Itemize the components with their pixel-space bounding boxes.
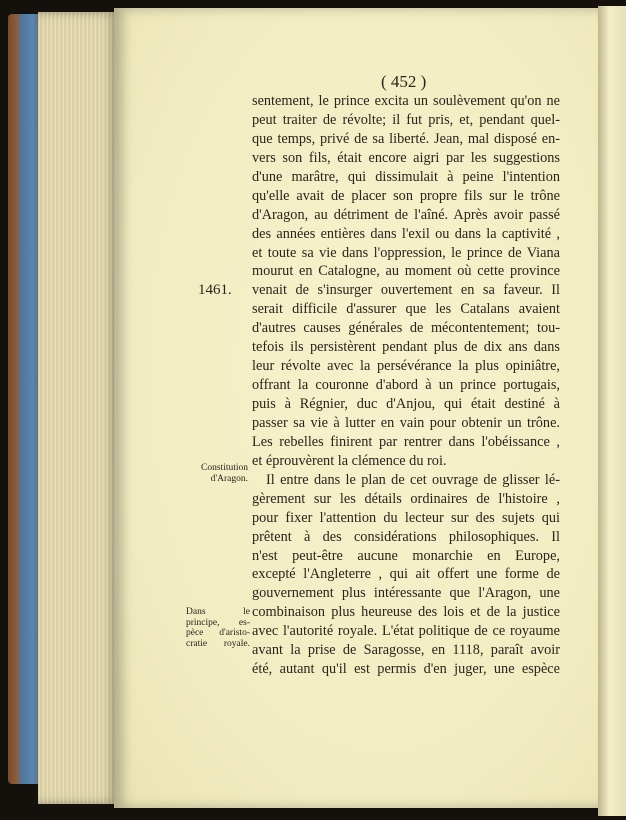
text-line: et toute sa vie dans l'oppression, le prince de Viana xyxy=(252,244,560,261)
text-line: combinaison plus heureuse des lois et de la justice xyxy=(252,604,560,621)
text-line: sentement, le prince excita un soulèvement qu'on ne xyxy=(252,93,560,109)
text-line: serait difficile d'assurer que les Catalans avaient xyxy=(252,301,560,318)
margin-note-line: Constitution xyxy=(201,463,248,473)
facing-page-edge xyxy=(598,6,626,816)
margin-note-line: Dans le xyxy=(186,607,250,617)
page-stack-edge xyxy=(38,12,118,804)
text-line: d'autres causes générales de mécontentement; tou- xyxy=(252,320,560,337)
margin-note-line: cratie royale. xyxy=(186,638,250,649)
text-line: puis à Régnier, duc d'Anjou, qui était destiné à xyxy=(252,396,560,412)
text-line: peut traiter de révolte; il fut pris, et, pendant quel- xyxy=(252,111,560,128)
text-line: prêtent à des considérations philosophiques. Il xyxy=(252,528,560,545)
text-line: avec l'autorité royale. L'état politique de ce royaume xyxy=(252,623,560,640)
text-line: été, autant qu'il est permis d'en juger, une espèce xyxy=(252,661,560,678)
text-line: excepté l'Angleterre , qui ait offert une forme de xyxy=(252,566,560,583)
text-line: vers son fils, était encore aigri par les suggestions xyxy=(252,149,560,166)
text-line: gèrement sur les détails ordinaires de l'histoire , xyxy=(252,490,560,507)
text-line: tefois ils persistèrent pendant plus de dix ans dans xyxy=(252,339,560,356)
text-line: mourut en Catalogne, au moment où cette province xyxy=(252,263,560,280)
body-text xyxy=(252,92,560,679)
text-line: n'est peut-être aucune monarchie en Europe, xyxy=(252,547,560,564)
text-line: pour fixer l'attention du lecteur sur des sujets qui xyxy=(252,509,560,526)
text-line: avant la prise de Saragosse, en 1118, paraît avoir xyxy=(252,642,560,659)
text-line: Les rebelles finirent par rentrer dans l'obéissance , xyxy=(252,433,560,450)
text-line: offrant la couronne d'abord à un prince portugais, xyxy=(252,377,560,394)
text-line: Il entre dans le plan de cet ouvrage de glisser lé- xyxy=(266,471,560,488)
text-line: des années entières dans l'exil ou dans la captivité , xyxy=(252,225,560,242)
margin-note-line: pèce d'aristo- xyxy=(186,628,250,638)
text-line: d'une marâtre, qui dissimulait à peine l'intention xyxy=(252,168,560,185)
text-line: gouvernement plus intéressante que l'Aragon, une xyxy=(252,585,560,602)
text-line: venait de s'insurger ouvertement en sa faveur. Il xyxy=(252,282,560,299)
margin-note-line: d'Aragon. xyxy=(210,473,248,484)
margin-note-line: principe, es- xyxy=(186,617,250,628)
margin-note-principe xyxy=(186,607,250,649)
page-number: ( 452 ) xyxy=(381,72,427,91)
margin-note-constitution xyxy=(192,463,248,484)
text-line: d'Aragon, au détriment de l'aîné. Après avoir passé xyxy=(252,206,560,223)
text-line: qu'elle avait de placer son propre fils sur le trône xyxy=(252,187,560,204)
text-line: leur révolte avec la persévérance la plus opiniâtre, xyxy=(252,358,560,375)
margin-note-year: 1461. xyxy=(198,282,232,298)
text-line: passer sa vie à lutter en vain pour obtenir un trône. xyxy=(252,414,560,431)
text-line: que temps, privé de sa liberté. Jean, mal disposé en- xyxy=(252,130,560,147)
text-line: et éprouvèrent la clémence du roi. xyxy=(252,452,447,469)
